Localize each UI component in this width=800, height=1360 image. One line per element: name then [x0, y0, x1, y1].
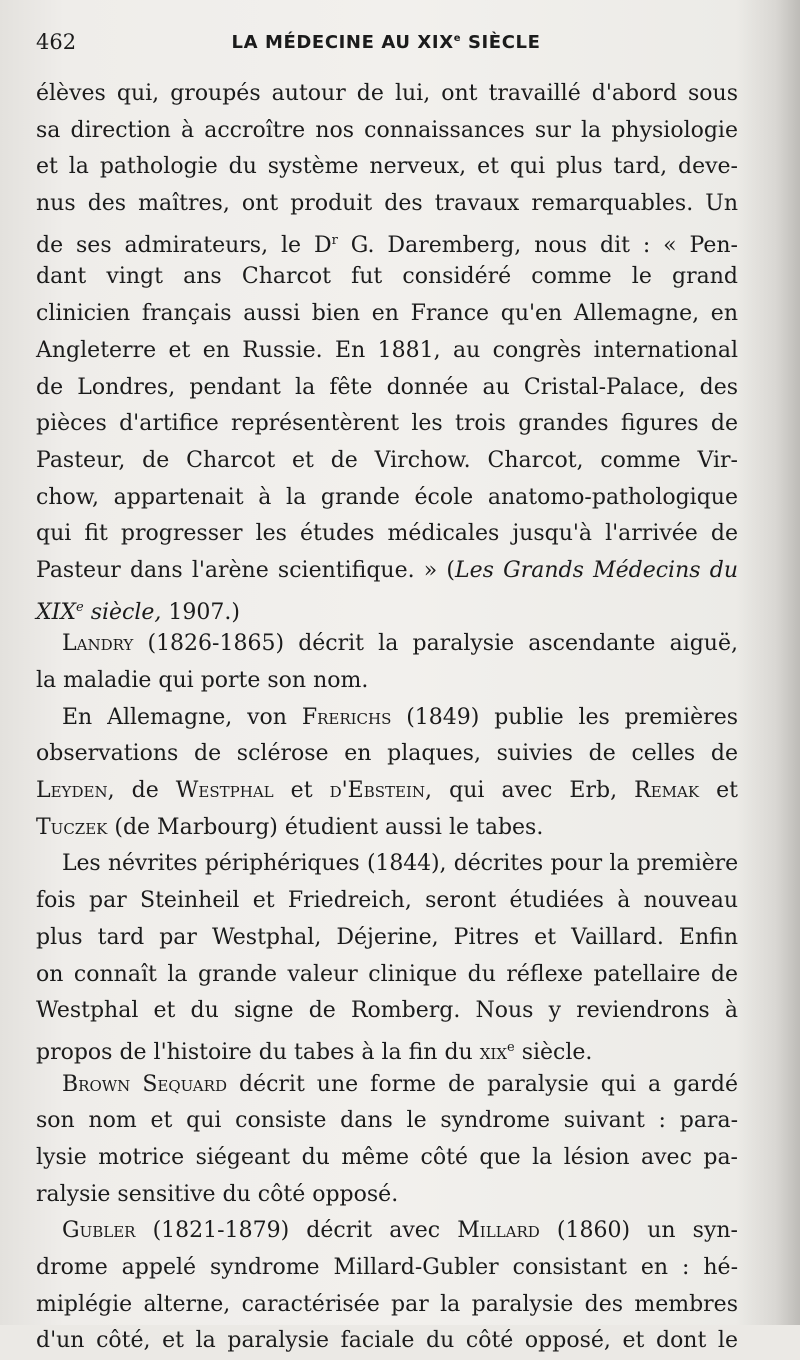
text-line: En Allemagne, von Frerichs (1849) publie les premières — [62, 704, 739, 730]
text-line: nus des maîtres, ont produit des travaux remarquables. Un — [36, 191, 738, 217]
text-line: Pasteur dans l'arène scientifique. » (Les Grands Médecins du — [36, 557, 738, 583]
text-line: on connaît la grande valeur clinique du réflexe patellaire de — [36, 961, 738, 987]
page-body — [36, 76, 738, 1360]
text-line: pièces d'artifice représentèrent les trois grandes figures de — [36, 411, 738, 437]
text-line: observations de sclérose en plaques, suivies de celles de — [36, 741, 738, 767]
text-line: drome appelé syndrome Millard-Gubler consistant en : hé- — [36, 1255, 738, 1280]
text-line: dant vingt ans Charcot fut considéré comme le grand — [36, 264, 738, 290]
text-line: de ses admirateurs, le $D^r$ G. Daremberg, nous dit : « Pen- — [36, 232, 738, 258]
text-line: et la pathologie du système nerveux, et qui plus tard, deve- — [36, 154, 738, 180]
text-line: ralysie sensitive du côté opposé. — [36, 1181, 399, 1207]
text-line: fois par Steinheil et Friedreich, seront étudiées à nouveau — [36, 888, 738, 914]
text-line: la maladie qui porte son nom. — [36, 668, 369, 693]
text-line: Leyden, de Westphal et d'Ebstein, qui avec Erb, Remak et — [36, 778, 738, 804]
text-line: son nom et qui consiste dans le syndrome suivant : para- — [36, 1108, 738, 1134]
text-line: Les névrites périphériques (1844), décrites pour la première — [62, 851, 738, 877]
text-line: Angleterre et en Russie. En 1881, au congrès international — [36, 337, 738, 363]
text-line: de Londres, pendant la fête donnée au Cristal-Palace, des — [36, 374, 738, 400]
text-line: d'un côté, et la paralysie faciale du côté opposé, et dont le — [36, 1328, 738, 1354]
text-line: Brown Sequard décrit une forme de paralysie qui a gardé — [62, 1071, 738, 1097]
text-line: plus tard par Westphal, Déjerine, Pitres et Vaillard. Enfin — [36, 924, 738, 950]
text-line: propos de l'histoire du tabes à la fin du xix$^e$ siècle. — [36, 1039, 593, 1065]
page-number: 462 — [36, 30, 77, 54]
page-header — [36, 30, 736, 60]
text-line: XIXe siècle, 1907.) — [36, 599, 240, 625]
text-line: lysie motrice siégeant du même côté que la lésion avec pa- — [36, 1144, 738, 1170]
text-line: clinicien français aussi bien en France qu'en Allemagne, en — [36, 301, 738, 327]
text-line: sa direction à accroître nos connaissances sur la physiologie — [36, 117, 738, 143]
text-line: Tuczek (de Marbourg) étudient aussi le tabes. — [36, 814, 544, 840]
text-line: miplégie alterne, caractérisée par la paralysie des membres — [36, 1291, 738, 1317]
text-line: Westphal et du signe de Romberg. Nous y reviendrons à — [36, 998, 738, 1024]
text-line: Pasteur, de Charcot et de Virchow. Charcot, comme Vir- — [36, 447, 738, 473]
text-line: Gubler (1821-1879) décrit avec Millard (1860) un syn- — [62, 1218, 738, 1244]
text-line: élèves qui, groupés autour de lui, ont travaillé d'abord sous — [36, 81, 738, 106]
text-line: qui fit progresser les études médicales jusqu'à l'arrivée de — [36, 521, 738, 547]
text-line: Landry (1826-1865) décrit la paralysie ascendante aiguë, — [62, 631, 738, 657]
running-title: LA MÉDECINE AU XIXe SIÈCLE — [231, 32, 541, 53]
text-line: chow, appartenait à la grande école anatomo-pathologique — [36, 484, 738, 510]
